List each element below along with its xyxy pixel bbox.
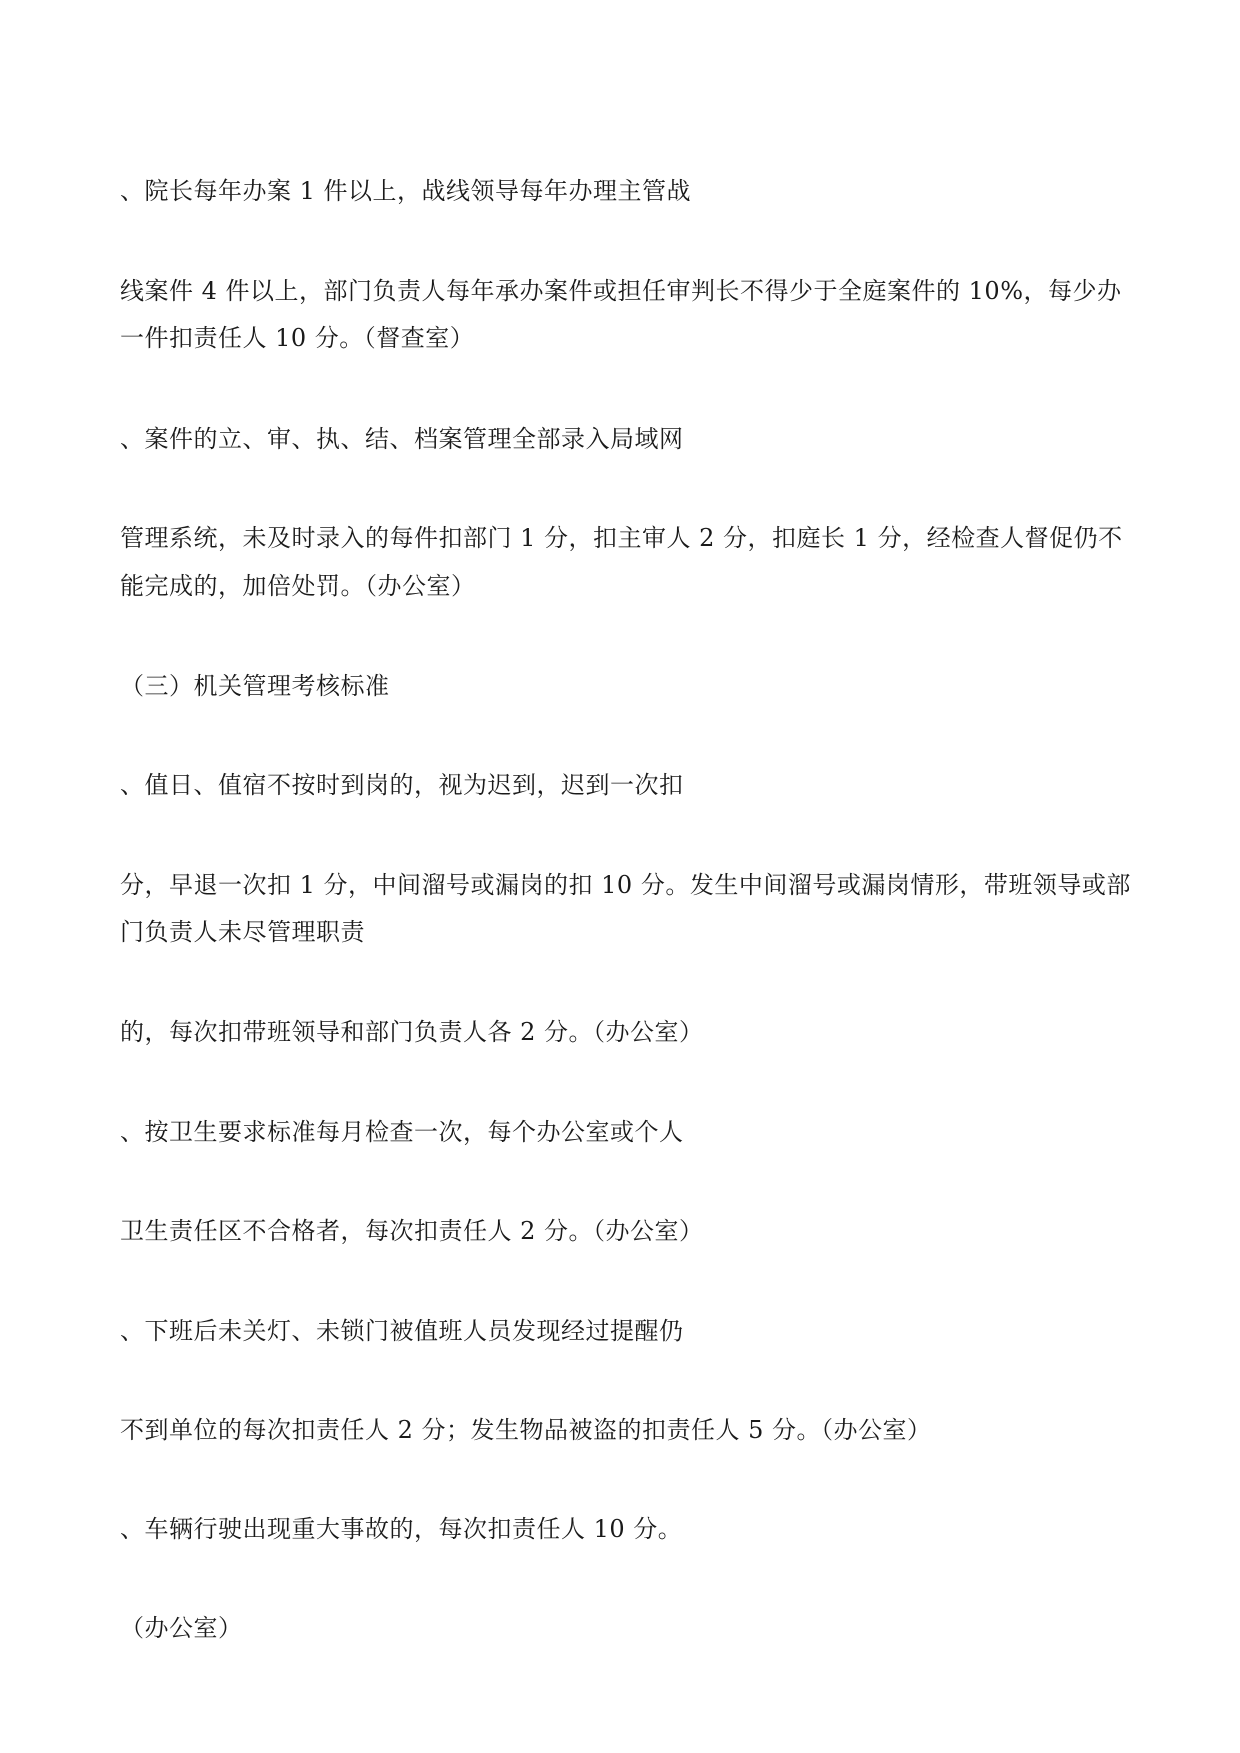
text-line-3: 一件扣责任人 10 分。（督查室） [120, 324, 475, 352]
text-line-15: 不到单位的每次扣责任人 2 分；发生物品被盗的扣责任人 5 分。（办公室） [120, 1416, 932, 1444]
text-line-12: 、按卫生要求标准每月检查一次，每个办公室或个人 [120, 1118, 684, 1146]
text-line-16: 、车辆行驶出现重大事故的，每次扣责任人 10 分。 [120, 1515, 683, 1543]
text-line-10: 门负责人未尽管理职责 [120, 918, 365, 946]
text-line-4: 、案件的立、审、执、结、档案管理全部录入局域网 [120, 425, 684, 453]
text-line-9: 分，早退一次扣 1 分，中间溜号或漏岗的扣 10 分。发生中间溜号或漏岗情形，带班领导或部 [120, 871, 1131, 899]
text-line-13: 卫生责任区不合格者，每次扣责任人 2 分。（办公室） [120, 1217, 704, 1245]
text-line-8: 、值日、值宿不按时到岗的，视为迟到，迟到一次扣 [120, 771, 684, 799]
text-line-5: 管理系统，未及时录入的每件扣部门 1 分，扣主审人 2 分，扣庭长 1 分，经检查人督促仍不 [120, 524, 1123, 552]
text-line-6: 能完成的，加倍处罚。（办公室） [120, 572, 476, 600]
section-heading: （三）机关管理考核标准 [120, 672, 390, 700]
text-line-11: 的，每次扣带班领导和部门负责人各 2 分。（办公室） [120, 1018, 704, 1046]
text-line-1: 、院长每年办案 1 件以上，战线领导每年办理主管战 [120, 177, 692, 205]
text-line-14: 、下班后未关灯、未锁门被值班人员发现经过提醒仍 [120, 1317, 684, 1345]
text-line-2: 线案件 4 件以上，部门负责人每年承办案件或担任审判长不得少于全庭案件的 10%，每少办 [120, 277, 1122, 305]
text-line-17: （办公室） [120, 1614, 243, 1642]
